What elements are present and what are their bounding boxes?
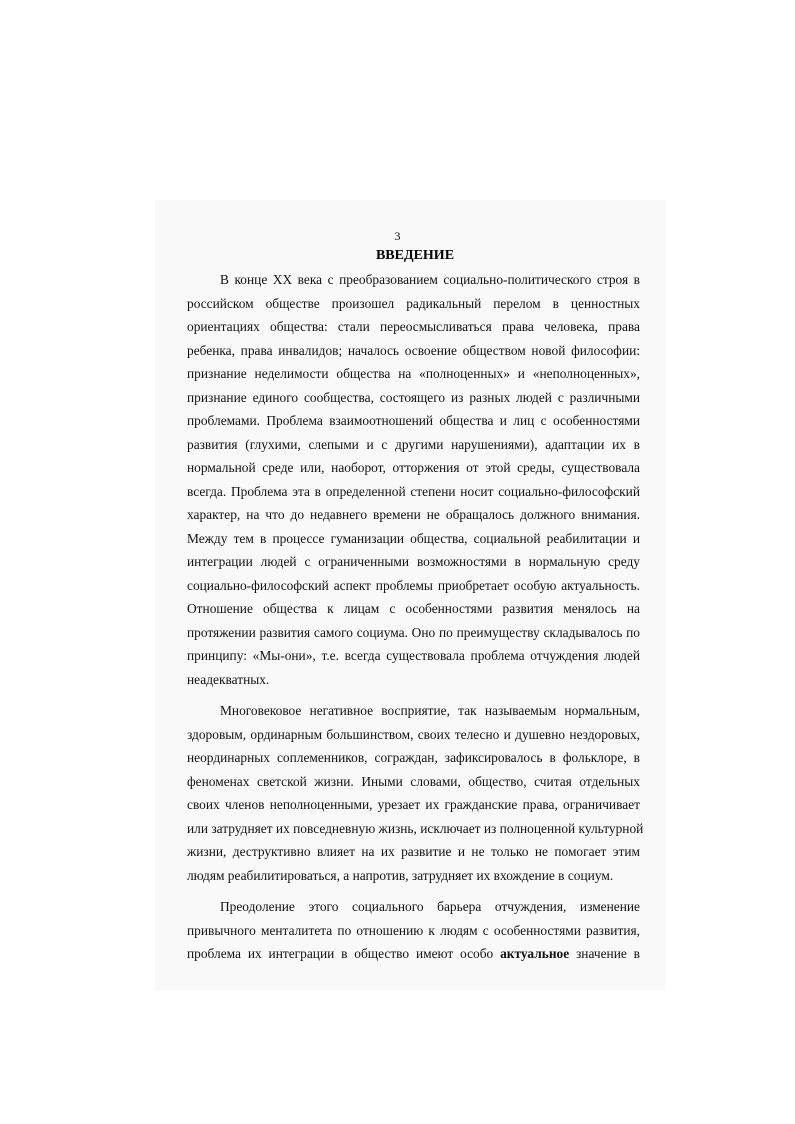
text-line: или затрудняет их повседневную жизнь, исключает из полноценной культурной bbox=[187, 820, 644, 836]
text-line bbox=[187, 942, 640, 966]
text-line: интеграции людей с ограниченными возможностями в нормальную среду bbox=[187, 554, 640, 569]
text-line: протяжении развития самого социума. Оно по преимуществу складывалось по bbox=[187, 624, 640, 640]
text-line: развития (глухими, слепыми и с другими нарушениями), адаптации их в bbox=[187, 436, 640, 452]
text-line: В конце XX века с преобразованием социально-политического строя в bbox=[220, 272, 640, 287]
text-line: проблемами. Проблема взаимоотношений общества и лиц с особенностями bbox=[187, 413, 640, 428]
body-text bbox=[187, 268, 644, 966]
emphasized-word: актуальное bbox=[500, 946, 570, 961]
text-line: социально-философский аспект проблемы приобретает особую актуальность. bbox=[187, 577, 640, 593]
text-line: феноменах светской жизни. Иными словами, общество, считая отдельных bbox=[187, 773, 640, 789]
text-line: здоровым, ординарным большинством, своих телесно и душевно нездоровых, bbox=[187, 726, 640, 742]
text-line: ориентациях общества: стали переосмысливаться права человека, права bbox=[187, 319, 640, 334]
text-line: российском обществе произошел радикальный перелом в ценностных bbox=[187, 295, 640, 311]
paragraph-1 bbox=[187, 268, 640, 691]
text-line: признание единого сообщества, состоящего из разных людей с различными bbox=[187, 389, 640, 405]
text-line: принципу: «Мы-они», т.е. всегда существовала проблема отчуждения людей bbox=[187, 648, 640, 663]
text-line: ребенка, права инвалидов; началось освоение обществом новой философии: bbox=[187, 342, 640, 358]
text-fragment: проблема их интеграции в общество имеют особо bbox=[187, 946, 501, 961]
text-line: привычного менталитета по отношению к людям с особенностями развития, bbox=[187, 922, 640, 938]
text-line: людям реабилитироваться, а напротив, затрудняет их вхождение в социум. bbox=[187, 867, 614, 883]
text-line: признание неделимости общества на «полноценных» и «неполноценных», bbox=[187, 366, 640, 381]
text-line: нормальной среде или, наоборот, отторжения от этой среды, существовала bbox=[187, 460, 640, 475]
page-number: 3 bbox=[394, 229, 401, 243]
text-line: неординарных соплеменников, сограждан, зафиксировалось в фольклоре, в bbox=[187, 750, 640, 765]
text-line: всегда. Проблема эта в определенной степени носит социально-философский bbox=[187, 483, 640, 499]
text-line: жизни, деструктивно влияет на их развитие и не только не помогает этим bbox=[187, 844, 640, 859]
text-fragment: значение в bbox=[569, 946, 640, 961]
text-line: Многовековое негативное восприятие, так называемым нормальным, bbox=[220, 703, 640, 718]
paragraph-3 bbox=[187, 895, 640, 966]
text-line: неадекватных. bbox=[187, 671, 270, 687]
paragraph-2 bbox=[187, 699, 644, 887]
text-line: Между тем в процессе гуманизации общества, социальной реабилитации и bbox=[187, 530, 640, 546]
text-line: своих членов неполноценными, урезает их гражданские права, ограничивает bbox=[187, 797, 640, 812]
text-line: Отношение общества к лицам с особенностями развития менялось на bbox=[187, 601, 640, 616]
text-line: характер, на что до недавнего времени не обращалось должного внимания. bbox=[187, 507, 640, 522]
section-heading: ВВЕДЕНИЕ bbox=[375, 248, 455, 263]
text-line: Преодоление этого социального барьера отчуждения, изменение bbox=[220, 899, 640, 914]
